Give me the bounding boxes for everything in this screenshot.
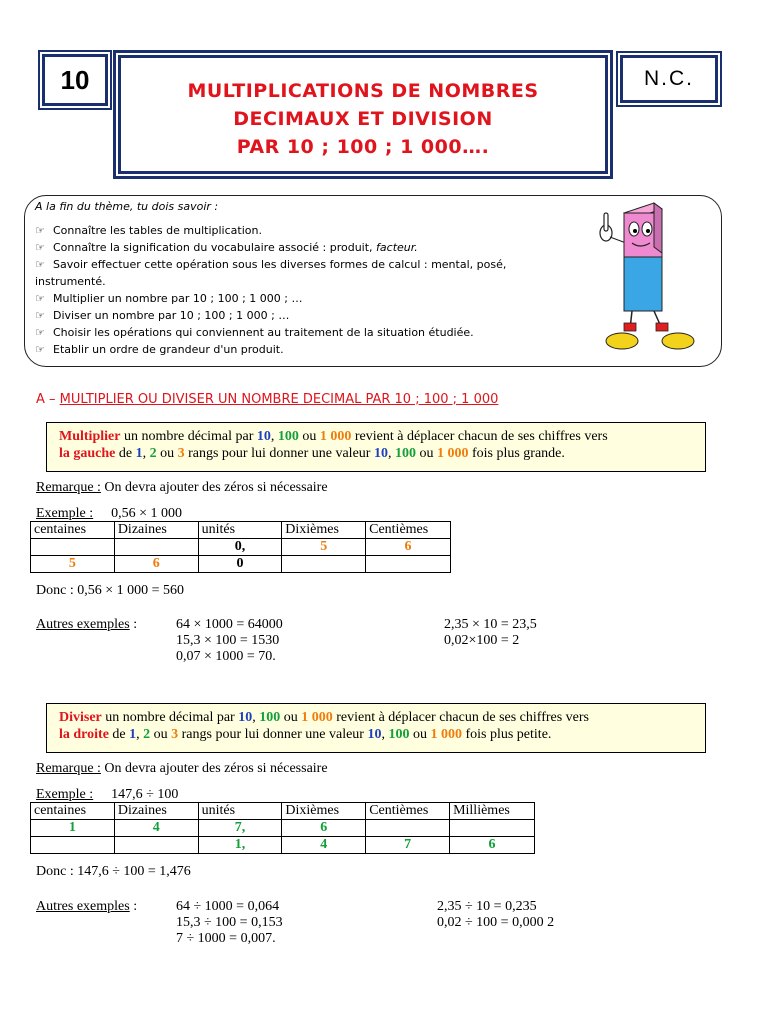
multiply-place-value-table <box>30 521 451 573</box>
table-header-row: centaines Dizaines unités Dixièmes Centièmes Millièmes <box>31 803 535 820</box>
multiply-others-left: 64 × 1000 = 64000 15,3 × 100 = 1530 0,07 × 1000 = 70. <box>176 617 283 664</box>
title-line-1: MULTIPLICATIONS DE NOMBRES <box>187 80 539 102</box>
pointing-hand-icon: ☞ <box>35 326 45 339</box>
chapter-number: 10 <box>42 54 108 106</box>
section-a-title: A – MULTIPLIER OU DIVISER UN NOMBRE DECIMAL PAR 10 ; 100 ; 1 000 <box>36 392 499 407</box>
skill-item: ☞ Connaître la signification du vocabulaire associé : produit, facteur. <box>35 241 418 254</box>
skill-item: ☞ Multiplier un nombre par 10 ; 100 ; 1 000 ; … <box>35 292 303 305</box>
eraser-mascot-icon <box>592 195 722 360</box>
pointing-hand-icon: ☞ <box>35 292 45 305</box>
divide-example: Exemple : 147,6 ÷ 100 <box>36 787 179 802</box>
skill-item: ☞ Connaître les tables de multiplication. <box>35 224 262 237</box>
divide-others-left: 64 ÷ 1000 = 0,064 15,3 ÷ 100 = 0,153 7 ÷ 1000 = 0,007. <box>176 899 283 946</box>
table-row: 0, 5 6 <box>31 539 451 556</box>
skill-emphasis: facteur. <box>376 241 418 254</box>
pointing-hand-icon: ☞ <box>35 309 45 322</box>
title-line-3: PAR 10 ; 100 ; 1 000…. <box>236 136 490 158</box>
title-box <box>118 55 608 174</box>
multiply-remark: Remarque : On devra ajouter des zéros si nécessaire <box>36 480 328 495</box>
divide-others-right: 2,35 ÷ 10 = 0,235 0,02 ÷ 100 = 0,000 2 <box>437 899 555 930</box>
table-row: 1, 4 7 6 <box>31 837 535 854</box>
table-header-row: centaines Dizaines unités Dixièmes Centièmes <box>31 522 451 539</box>
level-badge: N.C. <box>620 55 718 103</box>
pointing-hand-icon: ☞ <box>35 224 45 237</box>
divide-remark: Remarque : On devra ajouter des zéros si nécessaire <box>36 761 328 776</box>
skill-item: ☞ Choisir les opérations qui conviennent au traitement de la situation étudiée. <box>35 326 474 339</box>
divide-result: Donc : 147,6 ÷ 100 = 1,476 <box>36 864 191 879</box>
multiply-result: Donc : 0,56 × 1 000 = 560 <box>36 583 185 598</box>
multiply-rule-box: Multiplier un nombre décimal par 10, 100 ou 1 000 revient à déplacer chacun de ses chiffres vers la gauche de 1, 2 ou 3 rangs pour lui donner une valeur 10, 100 ou 1 000 fois plus grande. <box>46 422 706 472</box>
skill-item: ☞ Savoir effectuer cette opération sous les diverses formes de calcul : mental, posé, <box>35 258 507 271</box>
skills-intro: A la fin du thème, tu dois savoir : <box>35 200 219 213</box>
pointing-hand-icon: ☞ <box>35 343 45 356</box>
table-row: 1 4 7, 6 <box>31 820 535 837</box>
title-line-2: DECIMAUX ET DIVISION <box>233 108 493 130</box>
pointing-hand-icon: ☞ <box>35 241 45 254</box>
divide-rule-box: Diviser un nombre décimal par 10, 100 ou 1 000 revient à déplacer chacun de ses chiffres vers la droite de 1, 2 ou 3 rangs pour lui donner une valeur 10, 100 ou 1 000 fois plus petite. <box>46 703 706 753</box>
multiply-others-right: 2,35 × 10 = 23,5 0,02×100 = 2 <box>444 617 537 648</box>
skills-list <box>35 222 575 358</box>
skill-item-continued: instrumenté. <box>35 275 106 288</box>
multiply-others-label: Autres exemples : <box>36 617 138 632</box>
skill-item: ☞ Diviser un nombre par 10 ; 100 ; 1 000 ; … <box>35 309 290 322</box>
table-row: 5 6 0 <box>31 556 451 573</box>
divide-others-label: Autres exemples : <box>36 899 138 914</box>
multiply-example: Exemple : 0,56 × 1 000 <box>36 506 183 521</box>
skill-item: ☞ Etablir un ordre de grandeur d'un produit. <box>35 343 284 356</box>
pointing-hand-icon: ☞ <box>35 258 45 271</box>
divide-place-value-table <box>30 802 535 854</box>
